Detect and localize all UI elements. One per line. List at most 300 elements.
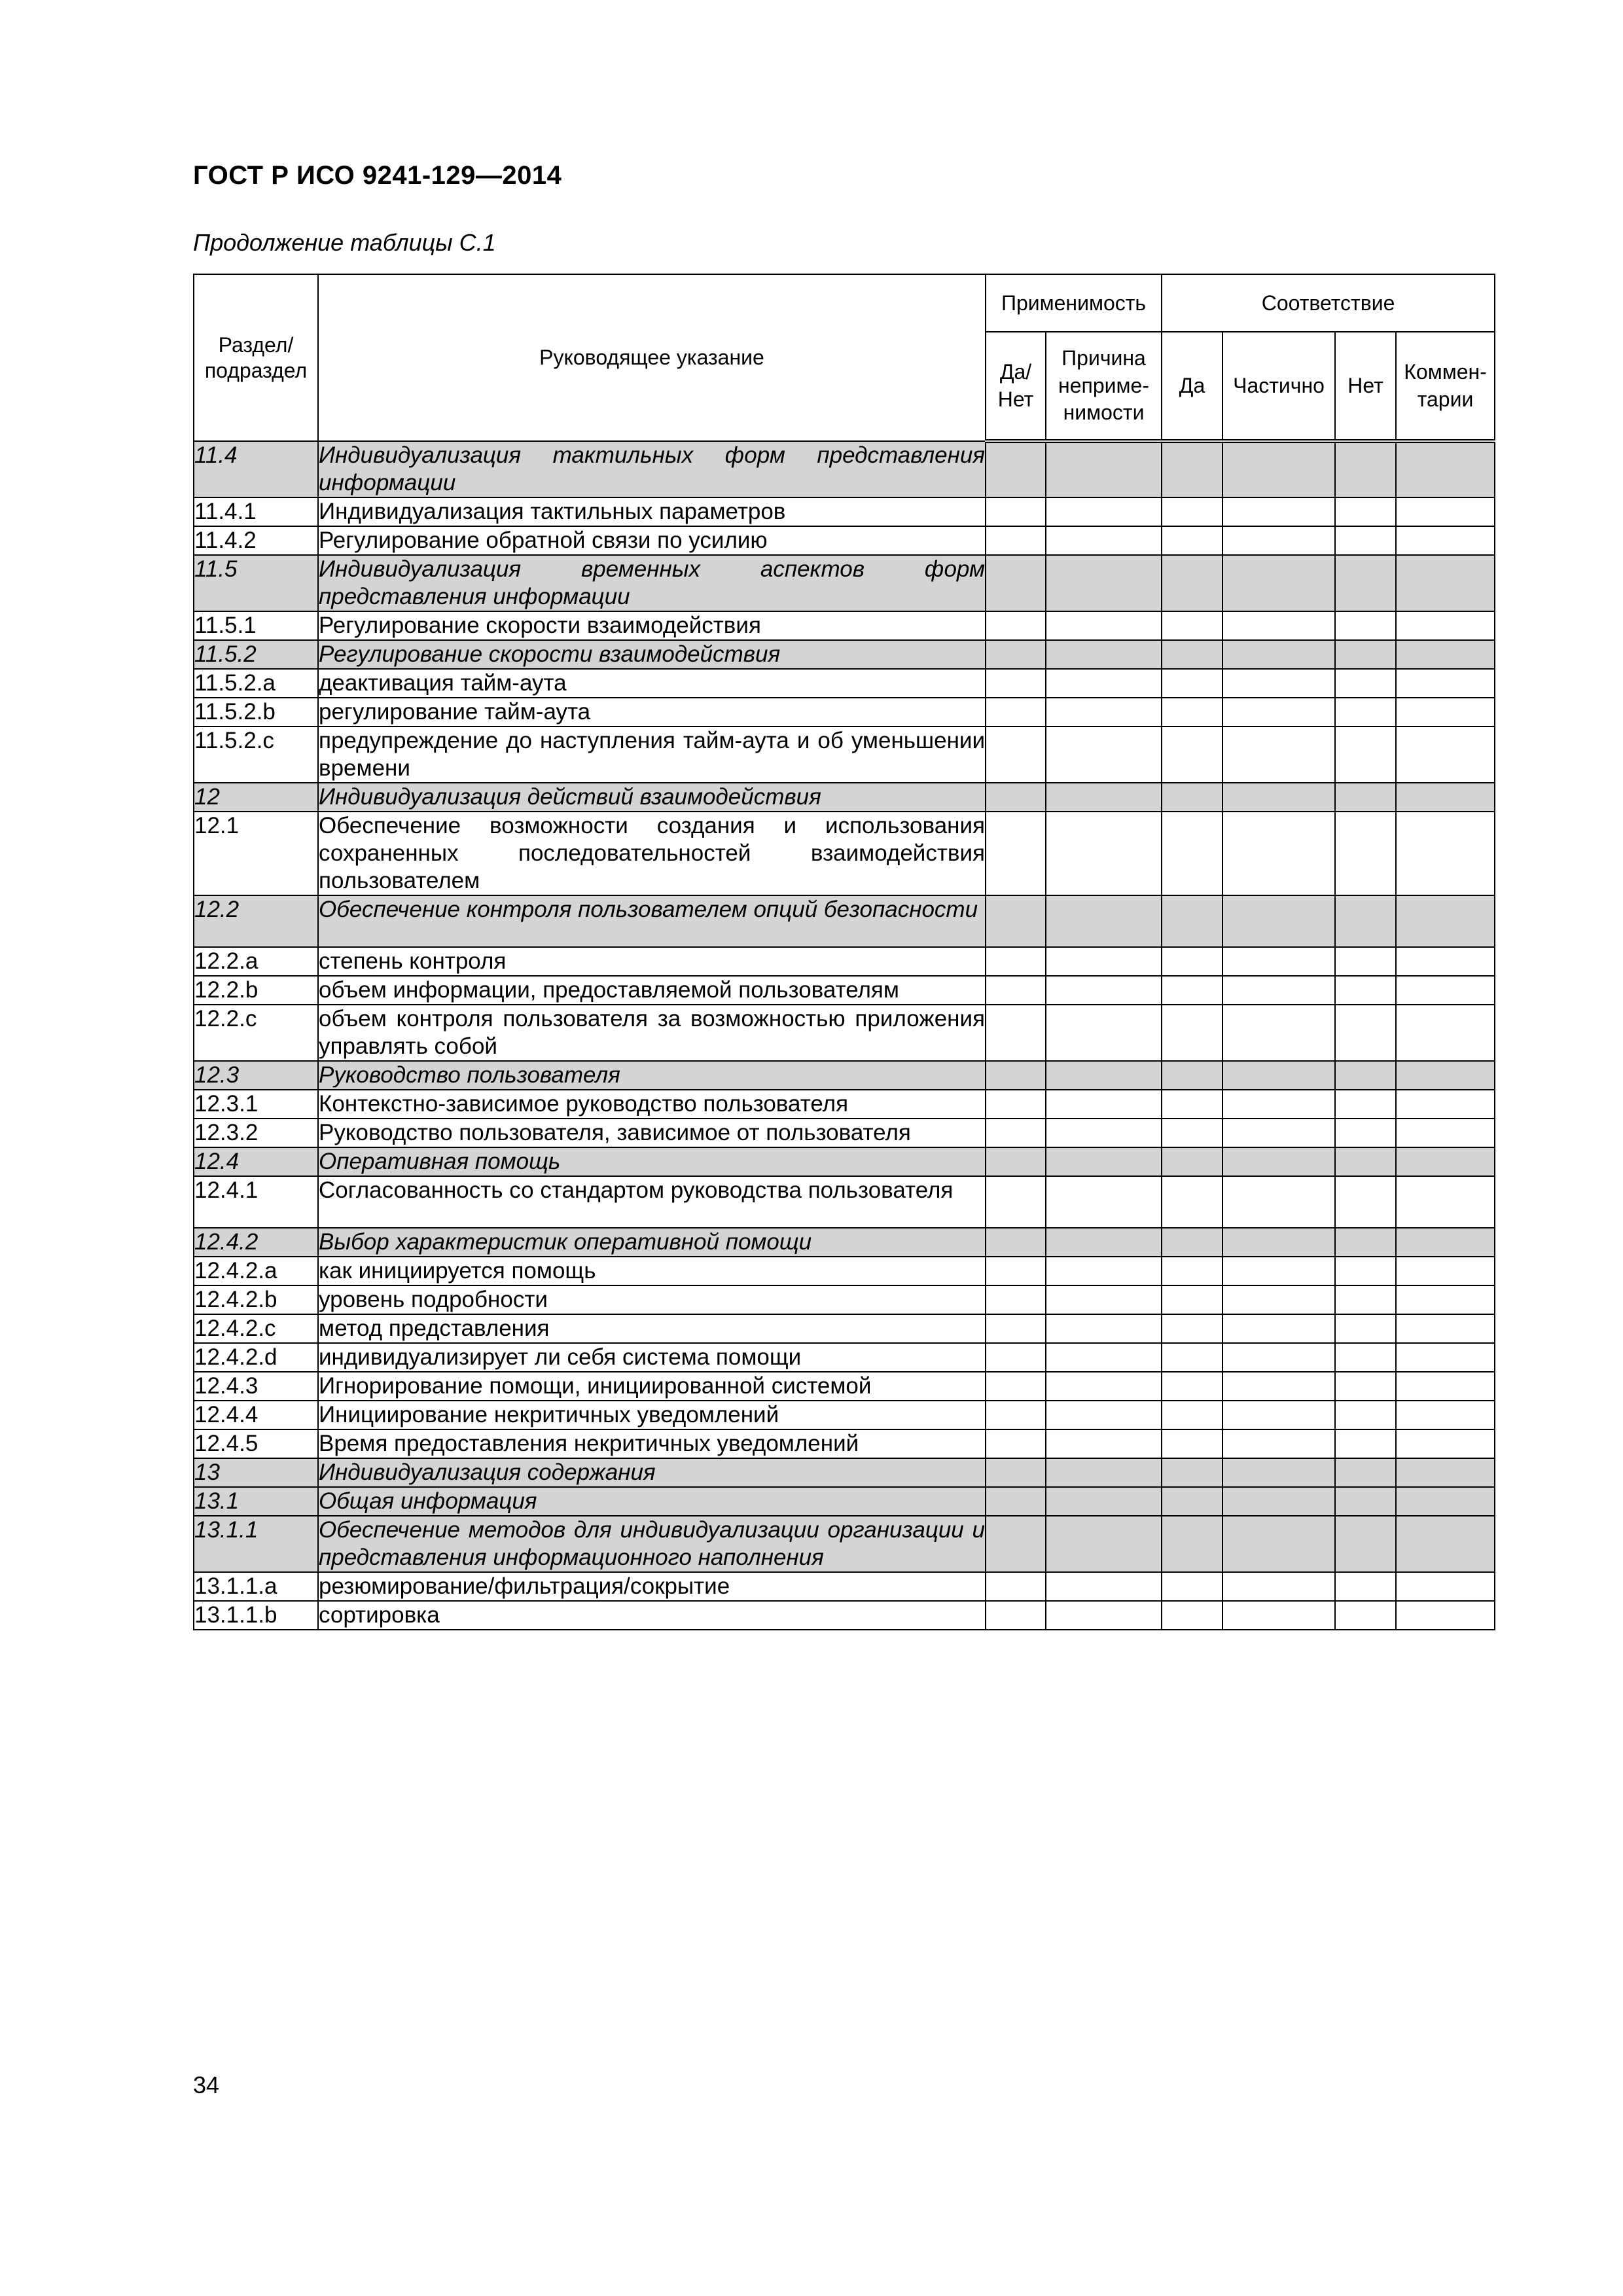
- yes-no-cell: [986, 441, 1046, 497]
- no-cell: [1335, 1176, 1396, 1228]
- partial-cell: [1222, 1601, 1335, 1630]
- yes-cell: [1162, 640, 1222, 669]
- comments-cell: [1396, 1090, 1495, 1119]
- yes-cell: [1162, 1487, 1222, 1516]
- reason-cell: [1046, 1343, 1162, 1372]
- reason-cell: [1046, 1516, 1162, 1572]
- comments-cell: [1396, 1061, 1495, 1090]
- guidance-text-cell: Обеспечение возможности создания и использования сохраненных последовательностей взаимодействия пользователем: [318, 812, 986, 895]
- section-number-cell: 12.1: [194, 812, 318, 895]
- comments-cell: [1396, 1005, 1495, 1061]
- reason-cell: [1046, 895, 1162, 947]
- guidance-text-cell: Обеспечение контроля пользователем опций безопасности: [318, 895, 986, 947]
- guidance-text-cell: Инициирование некритичных уведомлений: [318, 1401, 986, 1429]
- table-row: [194, 1343, 1495, 1372]
- section-number-cell: 12: [194, 783, 318, 812]
- partial-cell: [1222, 1429, 1335, 1458]
- reason-cell: [1046, 698, 1162, 726]
- table-row: [194, 698, 1495, 726]
- yes-no-cell: [986, 812, 1046, 895]
- no-cell: [1335, 1516, 1396, 1572]
- reason-cell: [1046, 611, 1162, 640]
- reason-cell: [1046, 1487, 1162, 1516]
- yes-cell: [1162, 1372, 1222, 1401]
- guidance-text-cell: предупреждение до наступления тайм-аута и об уменьшении времени: [318, 726, 986, 783]
- comments-cell: [1396, 1285, 1495, 1314]
- reason-cell: [1046, 526, 1162, 555]
- yes-cell: [1162, 1285, 1222, 1314]
- section-number-cell: 12.4.1: [194, 1176, 318, 1228]
- column-header-no: Нет: [1335, 332, 1396, 441]
- comments-cell: [1396, 976, 1495, 1005]
- table-row: [194, 1285, 1495, 1314]
- no-cell: [1335, 976, 1396, 1005]
- yes-no-cell: [986, 1516, 1046, 1572]
- comments-cell: [1396, 1119, 1495, 1147]
- no-cell: [1335, 1487, 1396, 1516]
- column-header-partial: Частично: [1222, 332, 1335, 441]
- yes-no-cell: [986, 1372, 1046, 1401]
- comments-cell: [1396, 1516, 1495, 1572]
- section-number-cell: 12.2.b: [194, 976, 318, 1005]
- table-row: [194, 611, 1495, 640]
- reason-cell: [1046, 640, 1162, 669]
- guidance-text-cell: Выбор характеристик оперативной помощи: [318, 1228, 986, 1257]
- section-number-cell: 12.4.4: [194, 1401, 318, 1429]
- yes-no-cell: [986, 726, 1046, 783]
- guidance-text-cell: Оперативная помощь: [318, 1147, 986, 1176]
- yes-cell: [1162, 812, 1222, 895]
- guidance-text-cell: Контекстно-зависимое руководство пользователя: [318, 1090, 986, 1119]
- guidance-text-cell: Руководство пользователя: [318, 1061, 986, 1090]
- partial-cell: [1222, 1147, 1335, 1176]
- table-row: [194, 526, 1495, 555]
- reason-cell: [1046, 1176, 1162, 1228]
- section-number-cell: 11.5.2.b: [194, 698, 318, 726]
- yes-no-cell: [986, 976, 1046, 1005]
- section-number-cell: 12.2.a: [194, 947, 318, 976]
- comments-cell: [1396, 1314, 1495, 1343]
- yes-cell: [1162, 895, 1222, 947]
- comments-cell: [1396, 1601, 1495, 1630]
- partial-cell: [1222, 812, 1335, 895]
- yes-no-cell: [986, 783, 1046, 812]
- section-number-cell: 11.4.1: [194, 497, 318, 526]
- partial-cell: [1222, 1372, 1335, 1401]
- yes-cell: [1162, 1601, 1222, 1630]
- yes-cell: [1162, 555, 1222, 611]
- no-cell: [1335, 698, 1396, 726]
- reason-cell: [1046, 1572, 1162, 1601]
- guidance-text-cell: как инициируется помощь: [318, 1257, 986, 1285]
- comments-cell: [1396, 640, 1495, 669]
- partial-cell: [1222, 726, 1335, 783]
- partial-cell: [1222, 1257, 1335, 1285]
- guidance-text-cell: Индивидуализация тактильных параметров: [318, 497, 986, 526]
- yes-no-cell: [986, 1487, 1046, 1516]
- table-row: [194, 1401, 1495, 1429]
- partial-cell: [1222, 1458, 1335, 1487]
- yes-cell: [1162, 1147, 1222, 1176]
- section-number-cell: 13.1.1: [194, 1516, 318, 1572]
- reason-cell: [1046, 1458, 1162, 1487]
- partial-cell: [1222, 976, 1335, 1005]
- section-number-cell: 11.4.2: [194, 526, 318, 555]
- comments-cell: [1396, 1343, 1495, 1372]
- table-row: [194, 976, 1495, 1005]
- partial-cell: [1222, 698, 1335, 726]
- yes-cell: [1162, 1090, 1222, 1119]
- comments-cell: [1396, 1257, 1495, 1285]
- table-caption: Продолжение таблицы С.1: [193, 229, 496, 256]
- guidance-text-cell: Согласованность со стандартом руководства пользователя: [318, 1176, 986, 1228]
- section-number-cell: 11.5: [194, 555, 318, 611]
- yes-cell: [1162, 1061, 1222, 1090]
- yes-cell: [1162, 1257, 1222, 1285]
- yes-cell: [1162, 947, 1222, 976]
- partial-cell: [1222, 1314, 1335, 1343]
- no-cell: [1335, 1285, 1396, 1314]
- guidance-text-cell: Регулирование обратной связи по усилию: [318, 526, 986, 555]
- yes-no-cell: [986, 497, 1046, 526]
- yes-cell: [1162, 1228, 1222, 1257]
- table-row: [194, 726, 1495, 783]
- comments-cell: [1396, 497, 1495, 526]
- section-number-cell: 12.4.2.d: [194, 1343, 318, 1372]
- no-cell: [1335, 555, 1396, 611]
- yes-no-cell: [986, 640, 1046, 669]
- yes-cell: [1162, 1429, 1222, 1458]
- table-row: [194, 1601, 1495, 1630]
- yes-no-cell: [986, 1285, 1046, 1314]
- yes-no-cell: [986, 669, 1046, 698]
- table-row: [194, 669, 1495, 698]
- yes-cell: [1162, 497, 1222, 526]
- comments-cell: [1396, 441, 1495, 497]
- yes-no-cell: [986, 526, 1046, 555]
- reason-cell: [1046, 1228, 1162, 1257]
- table-group-row: [194, 555, 1495, 611]
- yes-no-cell: [986, 1176, 1046, 1228]
- comments-cell: [1396, 1429, 1495, 1458]
- yes-cell: [1162, 726, 1222, 783]
- section-number-cell: 12.4.2.b: [194, 1285, 318, 1314]
- yes-no-cell: [986, 611, 1046, 640]
- table-group-row: [194, 1458, 1495, 1487]
- partial-cell: [1222, 1343, 1335, 1372]
- guidance-text-cell: сортировка: [318, 1601, 986, 1630]
- comments-cell: [1396, 1176, 1495, 1228]
- guidance-text-cell: Руководство пользователя, зависимое от пользователя: [318, 1119, 986, 1147]
- comments-cell: [1396, 1401, 1495, 1429]
- no-cell: [1335, 1601, 1396, 1630]
- guidance-text-cell: объем контроля пользователя за возможностью приложения управлять собой: [318, 1005, 986, 1061]
- table-row: [194, 1429, 1495, 1458]
- comments-cell: [1396, 895, 1495, 947]
- reason-cell: [1046, 441, 1162, 497]
- table-group-row: [194, 783, 1495, 812]
- section-number-cell: 13: [194, 1458, 318, 1487]
- section-number-cell: 12.4.2.c: [194, 1314, 318, 1343]
- guidance-text-cell: Регулирование скорости взаимодействия: [318, 640, 986, 669]
- yes-cell: [1162, 611, 1222, 640]
- yes-no-cell: [986, 555, 1046, 611]
- column-header-guidance: Руководящее указание: [318, 274, 986, 441]
- yes-cell: [1162, 698, 1222, 726]
- reason-cell: [1046, 1147, 1162, 1176]
- section-number-cell: 12.4: [194, 1147, 318, 1176]
- yes-no-cell: [986, 1429, 1046, 1458]
- yes-cell: [1162, 1005, 1222, 1061]
- comments-cell: [1396, 1572, 1495, 1601]
- no-cell: [1335, 640, 1396, 669]
- section-number-cell: 11.5.2.c: [194, 726, 318, 783]
- comments-cell: [1396, 947, 1495, 976]
- yes-cell: [1162, 1516, 1222, 1572]
- reason-cell: [1046, 976, 1162, 1005]
- guidance-text-cell: Игнорирование помощи, инициированной системой: [318, 1372, 986, 1401]
- comments-cell: [1396, 1458, 1495, 1487]
- no-cell: [1335, 497, 1396, 526]
- no-cell: [1335, 669, 1396, 698]
- column-group-conformance: Соответствие: [1162, 274, 1495, 332]
- yes-no-cell: [986, 1228, 1046, 1257]
- no-cell: [1335, 1314, 1396, 1343]
- partial-cell: [1222, 1090, 1335, 1119]
- yes-cell: [1162, 1314, 1222, 1343]
- section-number-cell: 11.5.2: [194, 640, 318, 669]
- partial-cell: [1222, 640, 1335, 669]
- column-header-yes: Да: [1162, 332, 1222, 441]
- guidance-table: [193, 274, 1495, 1630]
- table-group-row: [194, 441, 1495, 497]
- yes-cell: [1162, 1401, 1222, 1429]
- comments-cell: [1396, 1372, 1495, 1401]
- guidance-text-cell: деактивация тайм-аута: [318, 669, 986, 698]
- guidance-text-cell: регулирование тайм-аута: [318, 698, 986, 726]
- reason-cell: [1046, 1285, 1162, 1314]
- table-row: [194, 497, 1495, 526]
- section-number-cell: 12.4.2: [194, 1228, 318, 1257]
- yes-cell: [1162, 1176, 1222, 1228]
- no-cell: [1335, 1090, 1396, 1119]
- no-cell: [1335, 895, 1396, 947]
- section-number-cell: 11.5.1: [194, 611, 318, 640]
- reason-cell: [1046, 947, 1162, 976]
- section-number-cell: 12.4.3: [194, 1372, 318, 1401]
- reason-cell: [1046, 1314, 1162, 1343]
- yes-no-cell: [986, 1090, 1046, 1119]
- yes-no-cell: [986, 1343, 1046, 1372]
- no-cell: [1335, 1061, 1396, 1090]
- reason-cell: [1046, 1090, 1162, 1119]
- table-row: [194, 1372, 1495, 1401]
- partial-cell: [1222, 441, 1335, 497]
- yes-no-cell: [986, 895, 1046, 947]
- no-cell: [1335, 1401, 1396, 1429]
- partial-cell: [1222, 611, 1335, 640]
- partial-cell: [1222, 669, 1335, 698]
- reason-cell: [1046, 1601, 1162, 1630]
- guidance-text-cell: уровень подробности: [318, 1285, 986, 1314]
- partial-cell: [1222, 1285, 1335, 1314]
- comments-cell: [1396, 698, 1495, 726]
- table-row: [194, 1572, 1495, 1601]
- partial-cell: [1222, 1572, 1335, 1601]
- column-header-reason: Причина неприме- нимости: [1046, 332, 1162, 441]
- guidance-text-cell: индивидуализирует ли себя система помощи: [318, 1343, 986, 1372]
- yes-no-cell: [986, 1005, 1046, 1061]
- partial-cell: [1222, 1061, 1335, 1090]
- partial-cell: [1222, 1176, 1335, 1228]
- yes-cell: [1162, 526, 1222, 555]
- partial-cell: [1222, 526, 1335, 555]
- no-cell: [1335, 947, 1396, 976]
- section-number-cell: 12.3.1: [194, 1090, 318, 1119]
- section-number-cell: 12.3: [194, 1061, 318, 1090]
- no-cell: [1335, 1372, 1396, 1401]
- table-group-row: [194, 1061, 1495, 1090]
- reason-cell: [1046, 726, 1162, 783]
- comments-cell: [1396, 1487, 1495, 1516]
- partial-cell: [1222, 1516, 1335, 1572]
- reason-cell: [1046, 1429, 1162, 1458]
- yes-cell: [1162, 441, 1222, 497]
- yes-cell: [1162, 976, 1222, 1005]
- no-cell: [1335, 1458, 1396, 1487]
- section-number-cell: 11.5.2.a: [194, 669, 318, 698]
- comments-cell: [1396, 526, 1495, 555]
- partial-cell: [1222, 1401, 1335, 1429]
- yes-cell: [1162, 783, 1222, 812]
- no-cell: [1335, 1228, 1396, 1257]
- comments-cell: [1396, 783, 1495, 812]
- yes-no-cell: [986, 1061, 1046, 1090]
- no-cell: [1335, 726, 1396, 783]
- section-number-cell: 13.1: [194, 1487, 318, 1516]
- guidance-text-cell: Индивидуализация временных аспектов форм представления информации: [318, 555, 986, 611]
- table-group-row: [194, 640, 1495, 669]
- table-body: [194, 441, 1495, 1630]
- reason-cell: [1046, 812, 1162, 895]
- reason-cell: [1046, 783, 1162, 812]
- partial-cell: [1222, 1228, 1335, 1257]
- no-cell: [1335, 1257, 1396, 1285]
- guidance-text-cell: степень контроля: [318, 947, 986, 976]
- guidance-text-cell: резюмирование/фильтрация/сокрытие: [318, 1572, 986, 1601]
- no-cell: [1335, 1572, 1396, 1601]
- comments-cell: [1396, 1228, 1495, 1257]
- reason-cell: [1046, 555, 1162, 611]
- comments-cell: [1396, 726, 1495, 783]
- column-group-applicability: Применимость: [986, 274, 1162, 332]
- no-cell: [1335, 1429, 1396, 1458]
- section-number-cell: 11.4: [194, 441, 318, 497]
- partial-cell: [1222, 947, 1335, 976]
- yes-cell: [1162, 1572, 1222, 1601]
- guidance-text-cell: Время предоставления некритичных уведомлений: [318, 1429, 986, 1458]
- yes-no-cell: [986, 698, 1046, 726]
- reason-cell: [1046, 669, 1162, 698]
- yes-cell: [1162, 1458, 1222, 1487]
- guidance-text-cell: Общая информация: [318, 1487, 986, 1516]
- guidance-text-cell: Обеспечение методов для индивидуализации организации и представления информационного наполнения: [318, 1516, 986, 1572]
- guidance-text-cell: объем информации, предоставляемой пользователям: [318, 976, 986, 1005]
- table-group-row: [194, 1147, 1495, 1176]
- no-cell: [1335, 1119, 1396, 1147]
- table-row: [194, 1314, 1495, 1343]
- guidance-text-cell: Регулирование скорости взаимодействия: [318, 611, 986, 640]
- comments-cell: [1396, 669, 1495, 698]
- table-group-row: [194, 1516, 1495, 1572]
- partial-cell: [1222, 895, 1335, 947]
- yes-no-cell: [986, 1458, 1046, 1487]
- reason-cell: [1046, 1401, 1162, 1429]
- partial-cell: [1222, 1119, 1335, 1147]
- section-number-cell: 13.1.1.b: [194, 1601, 318, 1630]
- partial-cell: [1222, 783, 1335, 812]
- table-row: [194, 1005, 1495, 1061]
- comments-cell: [1396, 555, 1495, 611]
- section-number-cell: 13.1.1.a: [194, 1572, 318, 1601]
- guidance-text-cell: метод представления: [318, 1314, 986, 1343]
- partial-cell: [1222, 497, 1335, 526]
- no-cell: [1335, 441, 1396, 497]
- table-row: [194, 947, 1495, 976]
- table-row: [194, 1257, 1495, 1285]
- section-number-cell: 12.2: [194, 895, 318, 947]
- no-cell: [1335, 1343, 1396, 1372]
- table-row: [194, 812, 1495, 895]
- partial-cell: [1222, 1487, 1335, 1516]
- yes-no-cell: [986, 1601, 1046, 1630]
- no-cell: [1335, 1005, 1396, 1061]
- partial-cell: [1222, 555, 1335, 611]
- yes-no-cell: [986, 1119, 1046, 1147]
- yes-no-cell: [986, 1401, 1046, 1429]
- partial-cell: [1222, 1005, 1335, 1061]
- table-group-row: [194, 1228, 1495, 1257]
- reason-cell: [1046, 1372, 1162, 1401]
- table-row: [194, 1090, 1495, 1119]
- yes-no-cell: [986, 1572, 1046, 1601]
- document-standard-id: ГОСТ Р ИСО 9241-129—2014: [193, 161, 562, 190]
- column-header-comments: Коммен- тарии: [1396, 332, 1495, 441]
- no-cell: [1335, 1147, 1396, 1176]
- comments-cell: [1396, 611, 1495, 640]
- no-cell: [1335, 611, 1396, 640]
- column-header-yes-no: Да/ Нет: [986, 332, 1046, 441]
- section-number-cell: 12.4.2.a: [194, 1257, 318, 1285]
- no-cell: [1335, 526, 1396, 555]
- reason-cell: [1046, 1257, 1162, 1285]
- reason-cell: [1046, 1005, 1162, 1061]
- section-number-cell: 12.2.c: [194, 1005, 318, 1061]
- page-number: 34: [193, 2072, 220, 2098]
- guidance-text-cell: Индивидуализация тактильных форм представления информации: [318, 441, 986, 497]
- table-group-row: [194, 895, 1495, 947]
- yes-cell: [1162, 1343, 1222, 1372]
- table-row: [194, 1119, 1495, 1147]
- yes-no-cell: [986, 1314, 1046, 1343]
- column-header-section: Раздел/ подраздел: [194, 274, 318, 441]
- reason-cell: [1046, 1119, 1162, 1147]
- no-cell: [1335, 812, 1396, 895]
- table-row: [194, 1176, 1495, 1228]
- guidance-text-cell: Индивидуализация содержания: [318, 1458, 986, 1487]
- comments-cell: [1396, 812, 1495, 895]
- section-number-cell: 12.3.2: [194, 1119, 318, 1147]
